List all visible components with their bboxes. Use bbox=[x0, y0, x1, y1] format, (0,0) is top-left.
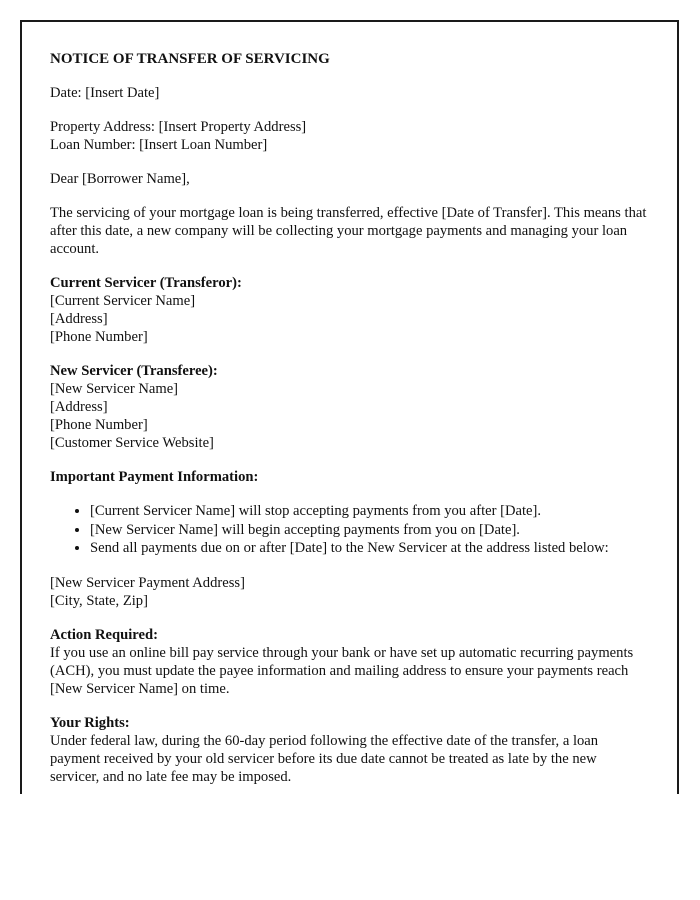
new-servicer-name: [New Servicer Name] bbox=[50, 381, 179, 397]
new-servicer-website: [Customer Service Website] bbox=[50, 435, 214, 451]
property-address-line: Property Address: [Insert Property Address] bbox=[50, 119, 307, 135]
salutation: Dear [Borrower Name], bbox=[50, 171, 190, 187]
action-required-section bbox=[50, 626, 649, 698]
current-servicer-name: [Current Servicer Name] bbox=[50, 293, 196, 309]
date-line: Date: [Insert Date] bbox=[50, 85, 160, 101]
payment-bullet-send-payments: • Send all payments due on or after [Date] to the New Servicer at the address listed below: bbox=[90, 539, 649, 558]
date-block bbox=[50, 84, 649, 102]
current-servicer-heading: Current Servicer (Transferor): bbox=[50, 275, 242, 291]
payment-address-block bbox=[50, 574, 649, 610]
new-servicer-phone: [Phone Number] bbox=[50, 417, 148, 433]
new-servicer-heading: New Servicer (Transferee): bbox=[50, 363, 218, 379]
payment-address-line: [New Servicer Payment Address] bbox=[50, 574, 245, 591]
your-rights-section bbox=[50, 714, 649, 786]
payment-info-heading-block bbox=[50, 468, 649, 486]
payment-info-bullets bbox=[50, 502, 649, 558]
letter-page bbox=[20, 20, 679, 794]
payment-bullet-stop-accepting: • [Current Servicer Name] will stop accepting payments from you after [Date]. bbox=[90, 502, 649, 521]
new-servicer-address: [Address] bbox=[50, 399, 108, 415]
current-servicer-address: [Address] bbox=[50, 311, 108, 327]
loan-number-line: Loan Number: [Insert Loan Number] bbox=[50, 137, 268, 153]
payment-info-heading: Important Payment Information: bbox=[50, 469, 259, 485]
your-rights-heading: Your Rights: bbox=[50, 714, 130, 731]
current-servicer-phone: [Phone Number] bbox=[50, 329, 148, 345]
intro-text: The servicing of your mortgage loan is being transferred, effective [Date of Transfer]. This means that after this date, a new company will be collecting your mortgage payments and managing your loan account. bbox=[50, 205, 647, 257]
salutation-block bbox=[50, 170, 649, 188]
current-servicer-section bbox=[50, 274, 649, 346]
new-servicer-section bbox=[50, 362, 649, 452]
payment-bullet-begin-accepting: • [New Servicer Name] will begin accepting payments from you on [Date]. bbox=[90, 521, 649, 540]
action-required-body: If you use an online bill pay service through your bank or have set up automatic recurring payments (ACH), you must update the payee information and mailing address to ensure your payments reach [New Servicer Name] on time. bbox=[50, 644, 634, 697]
intro-paragraph bbox=[50, 204, 649, 258]
property-loan-block bbox=[50, 118, 649, 154]
action-required-heading: Action Required: bbox=[50, 626, 158, 643]
document-title: NOTICE OF TRANSFER OF SERVICING bbox=[50, 51, 330, 67]
payment-city-state-zip-line: [City, State, Zip] bbox=[50, 592, 148, 609]
your-rights-body: Under federal law, during the 60-day period following the effective date of the transfer, a loan payment received by your old servicer before its due date cannot be treated as late by the new servicer, and no late fee may be imposed. bbox=[50, 732, 599, 785]
